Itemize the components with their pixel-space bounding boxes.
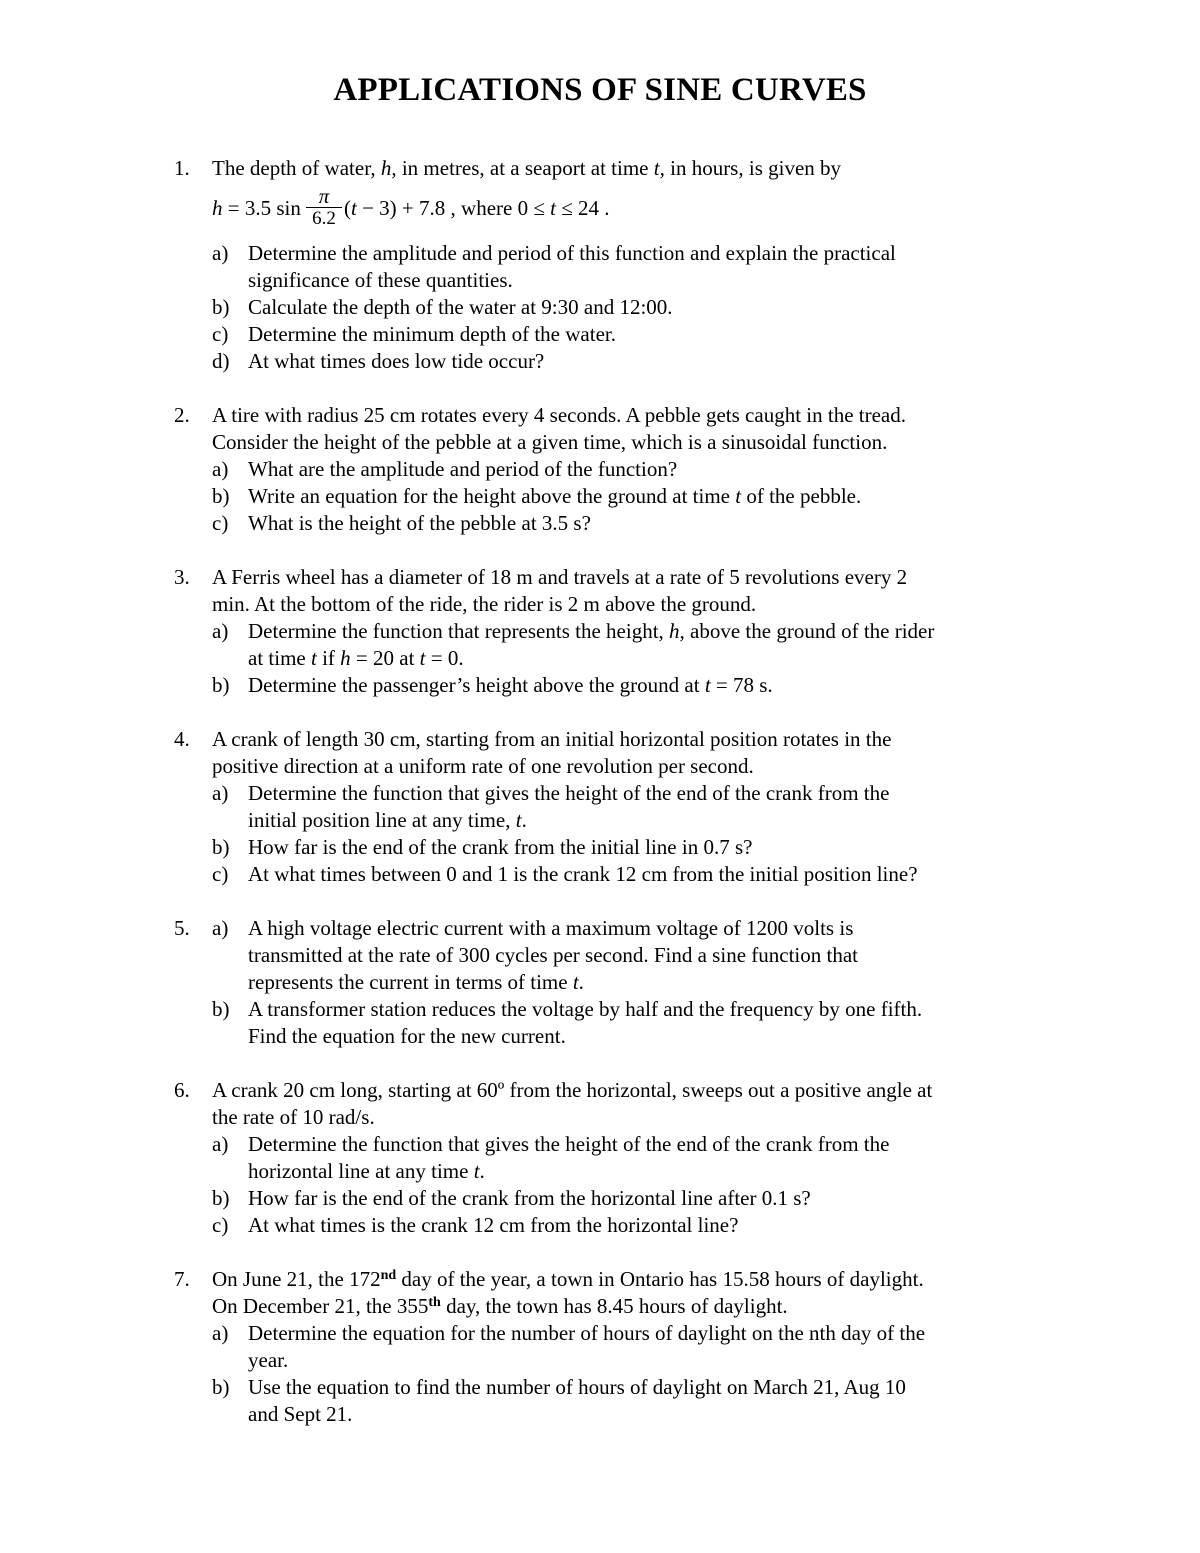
q1-b-label: b) [212, 295, 230, 319]
q7-a-line2: year. [248, 1348, 289, 1372]
q5-b-label: b) [212, 997, 230, 1021]
q4-line2: positive direction at a uniform rate of one revolution per second. [212, 754, 754, 778]
q4-b-line1: How far is the end of the crank from the initial line in 0.7 s? [248, 835, 753, 859]
q3-number: 3. [174, 565, 190, 589]
q7-a-line1: Determine the equation for the number of hours of daylight on the nth day of the [248, 1321, 926, 1345]
q3-a-label: a) [212, 619, 229, 643]
q1-c-label: c) [212, 322, 229, 346]
q5-b-line1: A transformer station reduces the voltage by half and the frequency by one fifth. [248, 997, 923, 1021]
q6-line1: A crank 20 cm long, starting at 60º from the horizontal, sweeps out a positive angle at [212, 1078, 933, 1102]
q7-b-line1: Use the equation to find the number of hours of daylight on March 21, Aug 10 [248, 1375, 906, 1399]
q5-a-line1: A high voltage electric current with a maximum voltage of 1200 volts is [248, 916, 854, 940]
q5-a-label: a) [212, 916, 229, 940]
q1-a-label: a) [212, 241, 229, 265]
q7-line2: On December 21, the 355th day, the town has 8.45 hours of daylight. [212, 1294, 788, 1318]
pi-fraction: π 6.2 [306, 186, 342, 229]
q5-b-line2: Find the equation for the new current. [248, 1024, 566, 1048]
worksheet-page: APPLICATIONS OF SINE CURVES 1. The depth of water, h, in metres, at a seaport at time t, in hours, is given by h = 3.5 sin π 6.2 (t − 3) + 7.8 , where 0 ≤ t ≤ 24 . a) Determine the amplitude and period of this function and explain the practical significance of these quantities. b) Calculate the depth of the water at 9:30 and 12:00. c) Determine the minimum depth of the water. d) At what times does low tide occur? 2. A tire with radius 25 cm rotates every 4 seconds. A pebble gets caught in the tread. Consider the height of the pebble at a given time, which is a sinusoidal function. a) What are the amplitude and period of the function? b) Write an equation for the height above the ground at time t of the pebble. c) What is the height of the pebble at 3.5 s? 3. A Ferris wheel has a diameter of 18 m and travels at a rate of 5 revolutions every 2 min. At the bottom of the ride, the rider is 2 m above the ground. a) Determine the function that represents the height, h, above the ground of the rider at time t if h = 20 at t = 0. b) Determine the passenger’s height above the ground at t = 78 s. 4. A crank of length 30 cm, starting from an initial horizontal position rotates in the positive direction at a uniform rate of one revolution per second. a) Determine the function that gives the height of the end of the crank from the initial position line at any time, t. b) How far is the end of the crank from the initial line in 0.7 s? c) At what times between 0 and 1 is the crank 12 cm from the initial position line? 5. a) A high voltage electric current with a maximum voltage of 1200 volts is transmitted at the rate of 300 cycles per second. Find a sine function that represents the current in terms of time t. b) A transformer station reduces the voltage by half and the frequency by one fifth. Find the equation for the new current. 6. A crank 20 cm long, starting at 60º from the horizontal, sweeps out a positive angle at the rate of 10 rad/s. a) Determine the function that gives the height of the end of the crank from the horizontal line at any time t. b) How far is the end of the crank from the horizontal line after 0.1 s? c) At what times is the crank 12 cm from the horizontal line? 7. On June 21, the 172nd day of the year, a town in Ontario has 15.58 hours of daylight. On December 21, the 355th day, the town has 8.45 hours of daylight. a) Determine the equation for the number of hours of daylight on the nth day of the year. b) Use the equation to find the number of hours of daylight on March 21, Aug 10 and Sept 21. [0, 0, 1200, 1553]
q4-b-label: b) [212, 835, 230, 859]
q6-b-line1: How far is the end of the crank from the horizontal line after 0.1 s? [248, 1186, 811, 1210]
q2-line1: A tire with radius 25 cm rotates every 4 seconds. A pebble gets caught in the tread. [212, 403, 906, 427]
q4-c-line1: At what times between 0 and 1 is the crank 12 cm from the initial position line? [248, 862, 918, 886]
q6-line2: the rate of 10 rad/s. [212, 1105, 375, 1129]
q6-c-line1: At what times is the crank 12 cm from the horizontal line? [248, 1213, 739, 1237]
page-title: APPLICATIONS OF SINE CURVES [333, 72, 867, 108]
q1-a-line2: significance of these quantities. [248, 268, 513, 292]
q6-a-line1: Determine the function that gives the height of the end of the crank from the [248, 1132, 890, 1156]
q7-b-line2: and Sept 21. [248, 1402, 353, 1426]
q2-line2: Consider the height of the pebble at a given time, which is a sinusoidal function. [212, 430, 888, 454]
q6-b-label: b) [212, 1186, 230, 1210]
q3-a-line1: Determine the function that represents the height, h, above the ground of the rider [248, 619, 935, 643]
q7-b-label: b) [212, 1375, 230, 1399]
q7-number: 7. [174, 1267, 190, 1291]
q3-line1: A Ferris wheel has a diameter of 18 m and travels at a rate of 5 revolutions every 2 [212, 565, 908, 589]
q3-b-line1: Determine the passenger’s height above the ground at t = 78 s. [248, 673, 773, 697]
q2-b-line1: Write an equation for the height above the ground at time t of the pebble. [248, 484, 862, 508]
q6-number: 6. [174, 1078, 190, 1102]
q3-a-line2: at time t if h = 20 at t = 0. [248, 646, 464, 670]
q1-d-line1: At what times does low tide occur? [248, 349, 545, 373]
q4-number: 4. [174, 727, 190, 751]
q7-line1: On June 21, the 172nd day of the year, a town in Ontario has 15.58 hours of daylight. [212, 1267, 924, 1291]
q6-a-line2: horizontal line at any time t. [248, 1159, 485, 1183]
q6-a-label: a) [212, 1132, 229, 1156]
q6-c-label: c) [212, 1213, 229, 1237]
q2-b-label: b) [212, 484, 230, 508]
q3-line2: min. At the bottom of the ride, the rider is 2 m above the ground. [212, 592, 757, 616]
q3-b-label: b) [212, 673, 230, 697]
q5-a-line3: represents the current in terms of time t. [248, 970, 584, 994]
q2-c-label: c) [212, 511, 229, 535]
q2-a-line1: What are the amplitude and period of the function? [248, 457, 678, 481]
q4-a-line1: Determine the function that gives the height of the end of the crank from the [248, 781, 890, 805]
q4-a-line2: initial position line at any time, t. [248, 808, 527, 832]
q5-a-line2: transmitted at the rate of 300 cycles per second. Find a sine function that [248, 943, 858, 967]
q1-stem: The depth of water, h, in metres, at a seaport at time t, in hours, is given by [212, 156, 842, 180]
q4-line1: A crank of length 30 cm, starting from an initial horizontal position rotates in the [212, 727, 892, 751]
q1-c-line1: Determine the minimum depth of the water. [248, 322, 616, 346]
q1-number: 1. [174, 156, 190, 180]
q1-a-line1: Determine the amplitude and period of this function and explain the practical [248, 241, 896, 265]
q4-a-label: a) [212, 781, 229, 805]
q2-number: 2. [174, 403, 190, 427]
q7-a-label: a) [212, 1321, 229, 1345]
q1-d-label: d) [212, 349, 230, 373]
q4-c-label: c) [212, 862, 229, 886]
q5-number: 5. [174, 916, 190, 940]
q2-a-label: a) [212, 457, 229, 481]
q1-b-line1: Calculate the depth of the water at 9:30 and 12:00. [248, 295, 673, 319]
q2-c-line1: What is the height of the pebble at 3.5 s? [248, 511, 591, 535]
